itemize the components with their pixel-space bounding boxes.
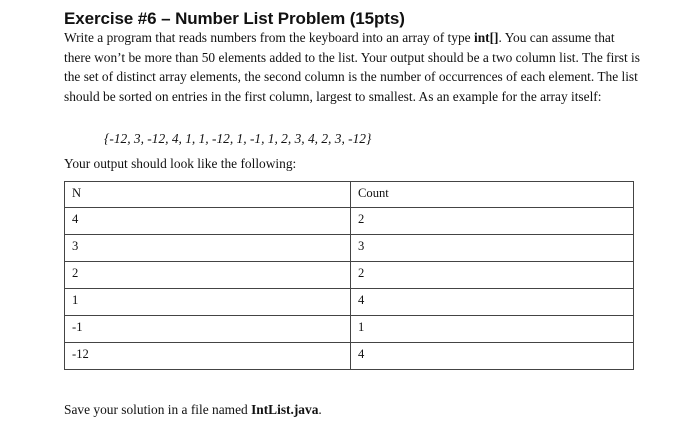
cell-n: 3 [65,235,351,262]
array-type-name: int[] [473,30,499,45]
header-n: N [65,182,351,208]
table-row [65,343,634,370]
cell-count: 4 [351,343,634,370]
cell-n: 4 [65,208,351,235]
cell-count: 1 [351,316,634,343]
cell-n: -1 [65,316,351,343]
save-filename: IntList.java [251,402,319,417]
table-header-row [65,182,634,208]
cell-count: 2 [351,208,634,235]
cell-n: -12 [65,343,351,370]
problem-description [64,28,644,106]
table-row [65,289,634,316]
cell-count: 2 [351,262,634,289]
save-instruction [64,402,322,418]
description-text-end: . You can assume that there won’t be more than 50 elements added to the list. Your output should be a two column list. The first is the set of distinct array elements, the second column is the number of occurrences of each element. The list should be sorted on entries in the first column, largest to smallest. As an example for the array itself: [64,30,640,104]
save-prefix: Save your solution in a file named [64,402,252,417]
cell-n: 1 [65,289,351,316]
example-array: {-12, 3, -12, 4, 1, 1, -12, 1, -1, 1, 2, 3, 4, 2, 3, -12} [104,131,372,146]
cell-n: 2 [65,262,351,289]
table-row [65,316,634,343]
output-table [64,181,634,370]
save-suffix: . [318,402,322,417]
cell-count: 3 [351,235,634,262]
cell-count: 4 [351,289,634,316]
description-text-start: Write a program that reads numbers from the keyboard into an array of type [64,30,474,45]
table-row [65,208,634,235]
table-row [65,235,634,262]
header-count: Count [351,182,634,208]
table-row [65,262,634,289]
exercise-title: Exercise #6 – Number List Problem (15pts) [64,9,405,28]
output-intro: Your output should look like the following: [64,156,297,171]
